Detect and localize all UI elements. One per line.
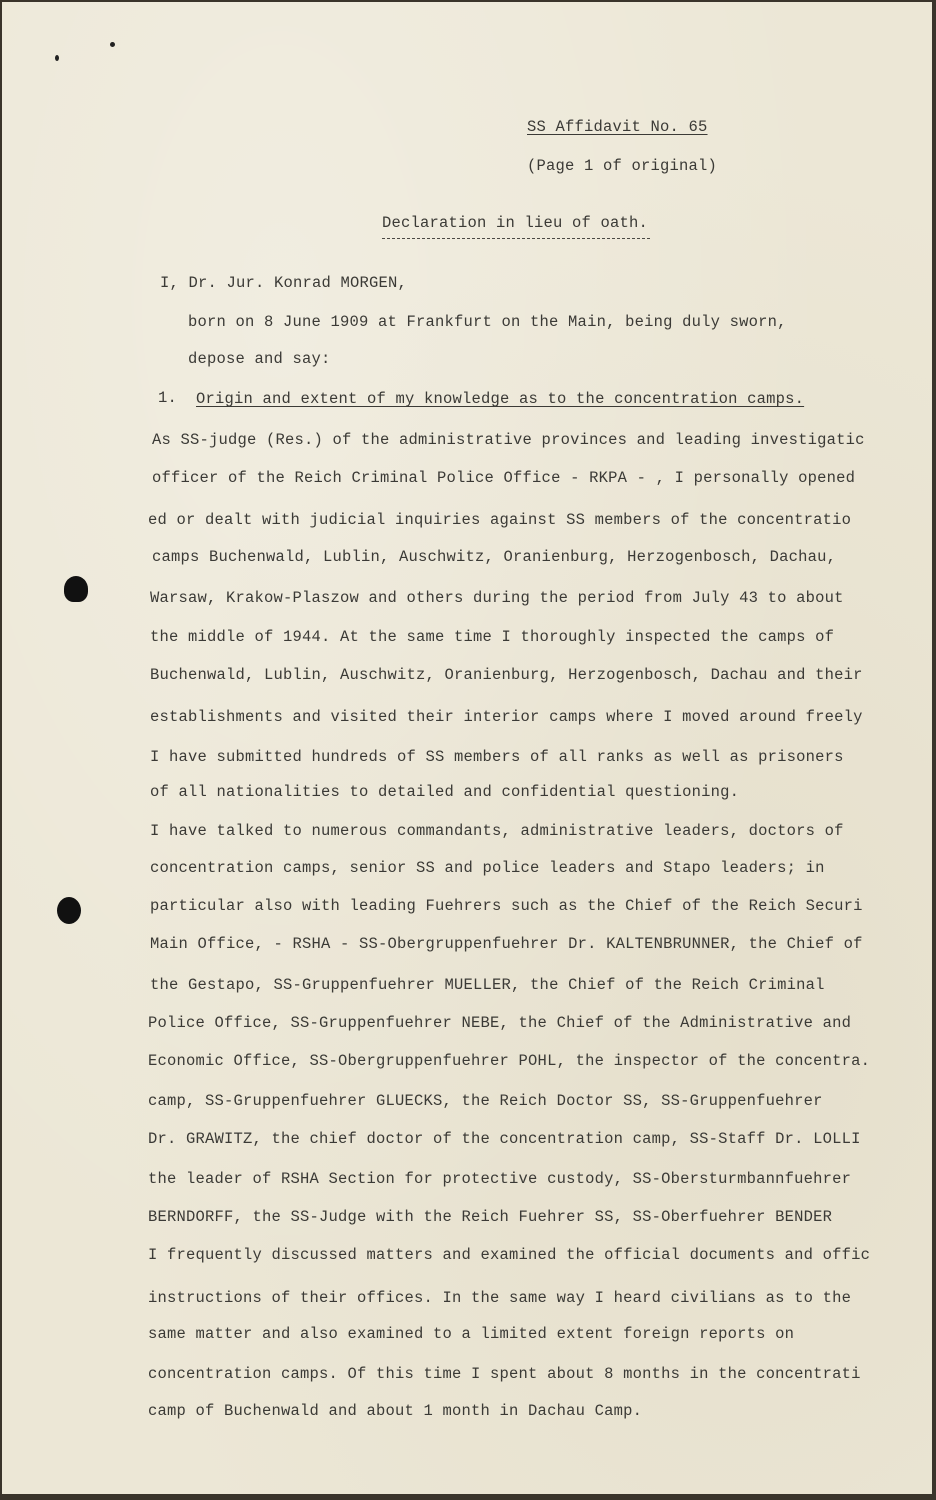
body-line: same matter and also examined to a limited extent foreign reports on: [148, 1325, 795, 1343]
body-line: concentration camps. Of this time I spent about 8 months in the concentrati: [148, 1365, 861, 1383]
body-line: I frequently discussed matters and examined the official documents and offic: [148, 1246, 871, 1264]
body-line: Police Office, SS-Gruppenfuehrer NEBE, the Chief of the Administrative and: [148, 1014, 852, 1032]
body-line: the Gestapo, SS-Gruppenfuehrer MUELLER, the Chief of the Reich Criminal: [150, 976, 825, 994]
body-line: particular also with leading Fuehrers such as the Chief of the Reich Securi: [150, 897, 863, 915]
body-line: Dr. GRAWITZ, the chief doctor of the concentration camp, SS-Staff Dr. LOLLI: [148, 1130, 861, 1148]
body-line: Economic Office, SS-Obergruppenfuehrer POHL, the inspector of the concentra.: [148, 1052, 871, 1070]
body-line: Main Office, - RSHA - SS-Obergruppenfuehrer Dr. KALTENBRUNNER, the Chief of: [150, 935, 863, 953]
body-line: the middle of 1944. At the same time I thoroughly inspected the camps of: [150, 628, 835, 646]
body-line: I have submitted hundreds of SS members of all ranks as well as prisoners: [150, 748, 844, 766]
section-number: 1.: [158, 389, 178, 407]
body-line: camp of Buchenwald and about 1 month in Dachau Camp.: [148, 1402, 643, 1420]
deponent-name: I, Dr. Jur. Konrad MORGEN,: [160, 274, 408, 292]
page-note: (Page 1 of original): [527, 157, 718, 175]
affidavit-number: SS Affidavit No. 65: [527, 118, 708, 136]
body-line: concentration camps, senior SS and police leaders and Stapo leaders; in: [150, 859, 825, 877]
ink-speck: [110, 42, 115, 47]
punch-hole: [57, 897, 81, 924]
body-line: officer of the Reich Criminal Police Office - RKPA - , I personally opened: [152, 469, 856, 487]
body-line: the leader of RSHA Section for protective custody, SS-Obersturmbannfuehrer: [148, 1170, 852, 1188]
deponent-depose: depose and say:: [188, 350, 331, 368]
title-underline-divider: [382, 238, 650, 239]
body-line: of all nationalities to detailed and confidential questioning.: [150, 783, 740, 801]
body-line: camps Buchenwald, Lublin, Auschwitz, Oranienburg, Herzogenbosch, Dachau,: [152, 548, 837, 566]
document-page: [2, 2, 932, 1494]
deponent-born: born on 8 June 1909 at Frankfurt on the Main, being duly sworn,: [188, 313, 787, 331]
body-line: I have talked to numerous commandants, administrative leaders, doctors of: [150, 822, 844, 840]
body-line: Buchenwald, Lublin, Auschwitz, Oranienburg, Herzogenbosch, Dachau and their: [150, 666, 863, 684]
body-line: As SS-judge (Res.) of the administrative provinces and leading investigatic: [152, 431, 865, 449]
body-line: ed or dealt with judicial inquiries against SS members of the concentratio: [148, 511, 852, 529]
body-line: establishments and visited their interior camps where I moved around freely: [150, 708, 863, 726]
body-line: BERNDORFF, the SS-Judge with the Reich Fuehrer SS, SS-Oberfuehrer BENDER: [148, 1208, 833, 1226]
section-heading: Origin and extent of my knowledge as to the concentration camps.: [196, 390, 805, 408]
body-line: Warsaw, Krakow-Plaszow and others during the period from July 43 to about: [150, 589, 844, 607]
ink-speck: [55, 55, 59, 61]
body-line: camp, SS-Gruppenfuehrer GLUECKS, the Reich Doctor SS, SS-Gruppenfuehrer: [148, 1092, 823, 1110]
document-title: Declaration in lieu of oath.: [382, 214, 649, 232]
body-line: instructions of their offices. In the same way I heard civilians as to the: [148, 1289, 852, 1307]
punch-hole: [64, 576, 88, 602]
